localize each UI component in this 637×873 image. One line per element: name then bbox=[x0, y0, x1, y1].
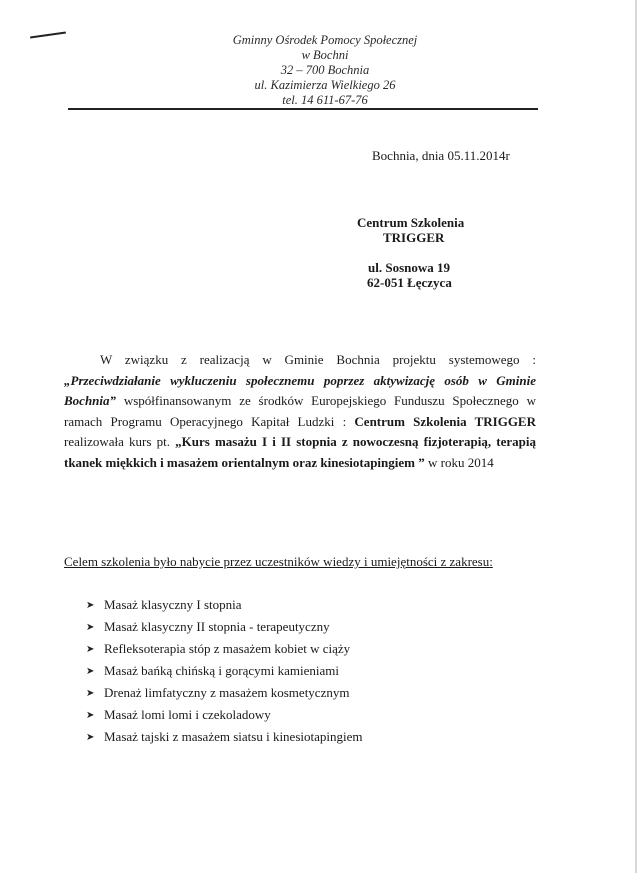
arrow-bullet-icon: ➤ bbox=[86, 665, 95, 677]
scope-item-label: Masaż klasyczny II stopnia - terapeutyczny bbox=[104, 619, 330, 634]
letterhead-phone: tel. 14 611-67-76 bbox=[282, 93, 368, 107]
pen-stroke-mark bbox=[30, 32, 66, 39]
recipient-street: ul. Sosnowa 19 bbox=[368, 260, 450, 275]
scope-list-item bbox=[86, 726, 363, 748]
recipient-name: Centrum Szkolenia bbox=[357, 215, 465, 230]
scope-item-label: Masaż lomi lomi i czekoladowy bbox=[104, 707, 271, 722]
project-title: „Przeciwdziałanie wykluczeniu społecznemu poprzez aktywizację osób w Gminie Bochnia” bbox=[64, 372, 536, 408]
scope-list bbox=[86, 594, 363, 748]
recipient-name-2: TRIGGER bbox=[383, 230, 445, 245]
letterhead-postal-code: 32 – 700 Bochnia bbox=[280, 63, 370, 77]
letterhead-divider bbox=[68, 108, 538, 110]
arrow-bullet-icon: ➤ bbox=[86, 731, 95, 743]
cofinance-text: współfinansowanym ze środków Europejskiego Funduszu Społecznego w ramach Programu Operacyjnego Kapitał Ludzki : bbox=[64, 393, 536, 429]
recipient-city: 62-051 Łęczyca bbox=[367, 275, 452, 290]
scope-item-label: Drenaż limfatyczny z masażem kosmetycznym bbox=[104, 685, 350, 700]
letterhead-org-name: Gminny Ośrodek Pomocy Społecznej bbox=[232, 33, 418, 47]
scope-list-item bbox=[86, 704, 363, 726]
arrow-bullet-icon: ➤ bbox=[86, 687, 95, 699]
scope-item-label: Masaż bańką chińską i gorącymi kamieniami bbox=[104, 663, 340, 678]
arrow-bullet-icon: ➤ bbox=[86, 643, 95, 655]
training-center-name: Centrum Szkolenia TRIGGER bbox=[354, 413, 536, 429]
arrow-bullet-icon: ➤ bbox=[86, 599, 95, 611]
scope-list-item bbox=[86, 594, 363, 616]
intro-text: W związku z realizacją w Gminie Bochnia projektu systemowego : bbox=[100, 352, 536, 367]
course-lead-text: realizowała kurs pt. bbox=[64, 434, 176, 449]
letterhead-location: w Bochni bbox=[301, 48, 349, 62]
scope-list-item bbox=[86, 682, 363, 704]
letterhead bbox=[150, 33, 500, 108]
course-year: w roku 2014 bbox=[424, 454, 494, 470]
body-paragraph bbox=[64, 350, 536, 473]
scope-item-label: Masaż tajski z masażem siatsu i kinesiotapingiem bbox=[104, 729, 363, 744]
arrow-bullet-icon: ➤ bbox=[86, 621, 95, 633]
scope-list-item bbox=[86, 660, 363, 682]
arrow-bullet-icon: ➤ bbox=[86, 709, 95, 721]
scope-list-item bbox=[86, 638, 363, 660]
course-title: „Kurs masażu I i II stopnia z nowoczesną fizjoterapią, terapią tkanek miękkich i masażem orientalnym oraz kinesiotapingiem ” bbox=[64, 434, 537, 470]
letter-date: Bochnia, dnia 05.11.2014r bbox=[372, 148, 510, 163]
scope-item-label: Masaż klasyczny I stopnia bbox=[104, 597, 242, 612]
scope-heading: Celem szkolenia było nabycie przez uczestników wiedzy i umiejętności z zakresu: bbox=[64, 554, 493, 569]
scope-list-item bbox=[86, 616, 363, 638]
scope-item-label: Refleksoterapia stóp z masażem kobiet w ciąży bbox=[104, 641, 351, 656]
letterhead-street: ul. Kazimierza Wielkiego 26 bbox=[254, 78, 396, 92]
